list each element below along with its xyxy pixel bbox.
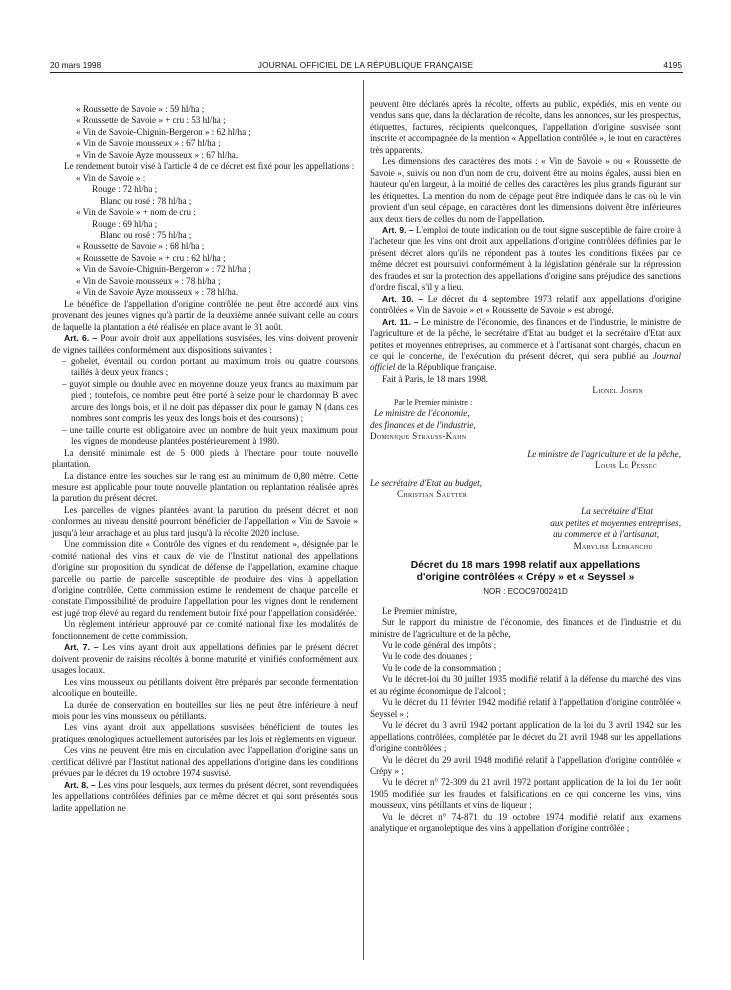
article-7	[52, 642, 358, 676]
yield-line: « Vin de Savoie mousseux » : 78 hl/ha ;	[76, 275, 221, 286]
nor-reference: NOR : ECOC9700241D	[483, 587, 568, 597]
yield-line: « Vin de Savoie-Chignin-Bergeron » : 72 hl/ha ;	[76, 264, 251, 275]
yield-line: « Vin de Savoie » + nom de cru :	[76, 207, 196, 218]
article-label: Art. 6. –	[64, 333, 98, 344]
article-text: Les vins pour lesquels, aux termes du présent décret, sont revendiquées les appellations contrôlées définies par ce même décret et qui sont présentés sous ladite appellation ne	[52, 779, 358, 813]
column-divider	[363, 80, 364, 960]
article-label: Art. 10. –	[382, 293, 424, 304]
paragraph: La densité minimale est de 5 000 pieds à l'hectare pour toute nouvelle plantation.	[52, 447, 358, 470]
journal-reference: Journal officiel	[370, 350, 681, 373]
paragraph: La durée de conservation en bouteilles sur lies ne peut être inférieure à neuf mois pour les vins mousseux ou pétillants.	[52, 699, 358, 722]
article-9	[370, 225, 681, 294]
list-item: – une taille courte est obligatoire avec un nombre de huit yeux maximum pour les vignes de mondeuse plantées postérieurement à 1980.	[62, 424, 358, 447]
minister-title: Le ministre de l'agriculture et de la pêche,	[527, 448, 681, 459]
yield-line: Rouge : 72 hl/ha ;	[92, 184, 158, 195]
article-text: L'emploi de toute indication ou de tout signe susceptible de faire croire à l'acheteur que les vins ont droit aux appellations d'origine contrôlées définies par le présent décret alors qu'ils ne répondent pas à toutes les conditions fixées par ce même décret est poursuivi conformément à la législation générale sur la répression des fraudes et sur la protection des appellations d'origine sans préjudice des sanctions d'ordre fiscal, s'il y a lieu.	[370, 224, 681, 293]
yield-line: « Vin de Savoie-Chignin-Bergeron » : 62 hl/ha ;	[76, 126, 251, 137]
yield-line: Rouge : 69 hl/ha ;	[92, 218, 158, 229]
signature-intro: Par le Premier ministre :	[394, 397, 473, 407]
minister-title: au commerce et à l'artisanat,	[553, 529, 659, 540]
yield-line: Blanc ou rosé : 75 hl/ha ;	[100, 229, 192, 240]
article-6	[52, 333, 358, 356]
article-text: Les vins ayant droit aux appellations définies par le présent décret doivent provenir de raisins récoltés à bonne maturité et vinifiés conformément aux usages locaux.	[52, 642, 358, 676]
paragraph: Le Premier ministre,	[382, 605, 458, 616]
decree-title	[370, 560, 681, 584]
visa: Vu le décret n° 74-871 du 19 octobre 1974 modifié relatif aux examens analytique et organoleptique des vins à appellation d'origine contrôlée ;	[370, 811, 681, 834]
list-item: – guyot simple ou double avec en moyenne douze yeux francs au maximum par pied ; toutefois, ce nombre peut être porté à seize pour le chardonnay B avec arcure des longs bois, et il ne doit pas dépasser dix pour le gamay N (dans ces nombres sont compris les yeux des longs bois et des coursons) ;	[62, 378, 358, 424]
minister-title: des finances et de l'industrie,	[370, 419, 476, 430]
yield-line: « Vin de Savoie mousseux » : 67 hl/ha ;	[76, 138, 221, 149]
decree-title-line: Décret du 18 mars 1998 relatif aux appellations	[410, 560, 641, 572]
decree-title-line: d'origine contrôlées « Crépy » et « Seyssel »	[416, 572, 635, 584]
paragraph: Ces vins ne peuvent être mis en circulation avec l'appellation d'origine sans un certificat délivré par l'Institut national des appellations d'origine dans les conditions prévues par le décret du 19 octobre 1974 susvisé.	[52, 745, 358, 779]
yield-line: « Roussette de Savoie » + cru : 53 hl/ha ;	[76, 115, 226, 126]
header-date: 20 mars 1998	[50, 60, 102, 70]
visa: Vu le code de la consommation ;	[382, 662, 502, 673]
yield-line: « Roussette de Savoie » : 68 hl/ha ;	[76, 241, 205, 252]
paragraph: Le rendement butoir visé à l'article 4 de ce décret est fixé pour les appellations :	[64, 161, 355, 172]
yield-line: « Vin de Savoie » :	[76, 172, 146, 183]
paragraph: Les dimensions des caractères des mots : « Vin de Savoie » ou « Roussette de Savoie », suivis ou non d'un nom de cru, doivent être au moins égales, aussi bien en hauteur qu'en largeur, à la moitié de celles des caractères les plus grands figurant sur les étiquettes. La mention du nom de cépage peut être indiquée dans le cas où le vin provient d'un seul cépage, en caractères dont les dimensions doivent être inférieures aux deux tiers de celles du nom de l'appellation.	[370, 156, 681, 224]
header-rule	[50, 72, 683, 73]
article-10	[370, 294, 681, 317]
minister-title: Le secrétaire d'Etat au budget,	[370, 477, 482, 488]
paragraph: La distance entre les souches sur le rang est au minimum de 0,80 mètre. Cette mesure est applicable pour toute nouvelle plantation ou replantation réalisée après la parution du présent décret.	[52, 470, 358, 504]
right-column	[370, 99, 681, 835]
article-label: Art. 7. –	[64, 642, 99, 653]
paragraph: Les parcelles de vignes plantées avant la parution du présent décret et non conformes au niveau densité pourront bénéficier de l'appellation « Vin de Savoie » jusqu'à leur arrachage et au plus tard jusqu'à la récolte 2020 incluse.	[52, 504, 358, 538]
visa: Vu le décret-loi du 30 juillet 1935 modifié relatif à la défense du marché des vins et au régime économique de l'alcool ;	[370, 674, 681, 696]
visa: Vu le décret du 29 avril 1948 modifié relatif à l'appellation d'origine contrôlée « Crépy » ;	[370, 754, 681, 777]
article-text: de la République française.	[395, 362, 497, 373]
signature-name: Marylise Lebranchu	[573, 540, 653, 551]
paragraph: Les vins ayant droit aux appellations susvisées bénéficient de toutes les pratiques œnologiques actuellement autorisées par les lois et règlements en vigueur.	[52, 722, 358, 744]
article-8	[52, 780, 358, 814]
page-number: 4195	[663, 60, 682, 70]
paragraph: Une commission dite « Contrôle des vignes et du rendement », désignée par le comité national des vins et caux de vie de l'Institut national des appellations d'origine sur proposition du syndicat de défense de l'appellation, examine chaque parcelle ou partie de parcelle susceptible de produire des vins à appellation d'origine contrôlée. Cette commission estime le rendement de chaque parcelle et constate l'impossibilité de produire l'appellation pour les vignes dont le rendement est jugé trop élevé au regard du rendement butoir fixé pour l'appellation considérée.	[52, 539, 358, 618]
paragraph: Les vins mousseux ou pétillants doivent être préparés par seconde fermentation alcoolique en bouteille.	[52, 676, 358, 699]
paragraph: Un règlement intérieur approuvé par ce comité national fixe les modalités de fonctionnement de cette commission.	[52, 619, 358, 641]
signature-name: Christian Sautter	[397, 488, 468, 499]
place-date: Fait à Paris, le 18 mars 1998.	[382, 373, 489, 384]
visa: Vu le décret n° 72-309 du 21 avril 1972 portant application de la loi du 1er août 1905 modifiée sur les fraudes et falsifications en ce qui concerne les vins, vins mousseux, vins pétillants et vins de liqueur ;	[370, 777, 681, 811]
yield-line: « Roussette de Savoie » + cru : 62 hl/ha ;	[76, 252, 226, 263]
yield-line: « Roussette de Savoie » : 59 hl/ha ;	[76, 104, 205, 114]
minister-title: La secrétaire d'Etat	[581, 506, 653, 517]
visa: Vu le décret du 11 février 1942 modifié relatif à l'appellation d'origine contrôlée « Seyssel » ;	[370, 697, 681, 719]
paragraph: Sur le rapport du ministre de l'économie, des finances et de l'industrie et du ministre de l'agriculture et de la pêche,	[370, 617, 681, 639]
journal-title: JOURNAL OFFICIEL DE LA RÉPUBLIQUE FRANÇAISE	[257, 60, 474, 70]
article-11	[370, 317, 681, 374]
article-label: Art. 8. –	[64, 779, 96, 790]
minister-title: Le ministre de l'économie,	[374, 408, 470, 419]
paragraph: Le bénéfice de l'appellation d'origine contrôlée ne peut être accordé aux vins provenant des jeunes vignes qu'à partir de la deuxième année suivant celle au cours de laquelle la plantation a été réalisée en place avant le 31 août.	[52, 298, 358, 332]
list-item: – gobelet, éventail ou cordon portant au maximum trois ou quatre coursons taillés à deux yeux francs ;	[62, 355, 358, 378]
minister-title: aux petites et moyennes entreprises,	[550, 517, 681, 528]
signature-name: Louis Le Pensec	[595, 460, 657, 471]
article-text: Pour avoir droit aux appellations susvisées, les vins doivent provenir de vignes taillées conformément aux dispositions suivantes :	[52, 333, 358, 355]
article-text: Le ministre de l'économie, des finances et de l'industrie, le ministre de l'agriculture et de la pêche, le secrétaire d'Etat au budget et la secrétaire d'Etat aux petites et moyennes entreprises, au commerce et à l'artisanat sont chargés, chacun en ce qui le concerne, de l'exécution du présent décret, qui sera publié au	[370, 316, 681, 361]
visa: Vu le décret du 3 avril 1942 portant application de la loi du 3 avril 1942 sur les appellations contrôlées, complétée par le décret du 21 avril 1948 sur les appellations d'origine contrôlées ;	[370, 720, 681, 754]
yield-line: « Vin de Savoie Ayze mousseux » : 78 hl/ha.	[76, 287, 239, 298]
visa: Vu le code des douanes ;	[382, 651, 473, 662]
left-column	[52, 104, 358, 814]
yield-line: « Vin de Savoie Ayze mousseux » : 67 hl/ha.	[76, 149, 239, 160]
paragraph: peuvent être déclarés après la récolte, offerts au public, expédiés, mis en vente ou vendus sans que, dans la déclaration de récolte, dans les annonces, sur les prospectus, étiquettes, factures, récipients quelconques, l'appellation d'origine susvisée sont inscrite et accompagnée de la mention « Appellation contrôlée », le tout en caractères très apparents.	[370, 99, 681, 155]
visa: Vu le code général des impôts ;	[382, 640, 497, 651]
article-label: Art. 9. –	[382, 224, 414, 235]
article-label: Art. 11. –	[382, 316, 419, 327]
signature-pm: Lionel Jospin	[592, 385, 643, 396]
signature-name: Dominique Strauss-Kahn	[370, 431, 467, 442]
yield-line: Blanc ou rosé : 78 hl/ha ;	[100, 195, 192, 206]
article-text: Le décret du 4 septembre 1973 relatif aux appellations d'origine contrôlées « Vin de Savoie » et « Roussette de Savoie » est abrogé.	[370, 293, 681, 316]
